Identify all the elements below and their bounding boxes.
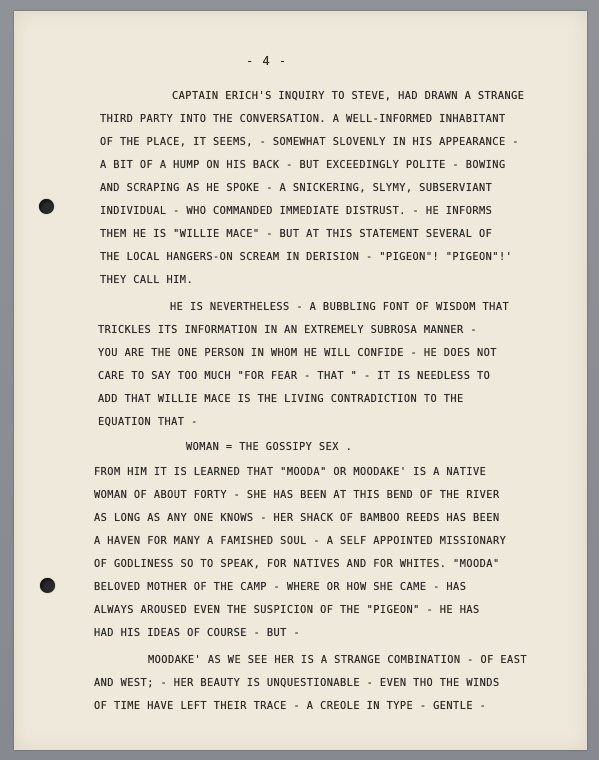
- text-line: THIRD PARTY INTO THE CONVERSATION. A WELL-INFORMED INHABITANT: [100, 113, 506, 125]
- text-line: OF THE PLACE, IT SEEMS, - SOMEWHAT SLOVENLY IN HIS APPEARANCE -: [100, 136, 519, 148]
- text-line: BELOVED MOTHER OF THE CAMP - WHERE OR HOW SHE CAME - HAS: [94, 581, 467, 593]
- text-line: THE LOCAL HANGERS-ON SCREAM IN DERISION - "PIGEON"! "PIGEON"!': [100, 251, 513, 263]
- text-line: AS LONG AS ANY ONE KNOWS - HER SHACK OF BAMBOO REEDS HAS BEEN: [94, 512, 500, 524]
- page-number: - 4 -: [246, 54, 288, 68]
- text-line: HE IS NEVERTHELESS - A BUBBLING FONT OF WISDOM THAT: [170, 301, 510, 313]
- binder-hole-top: [39, 199, 54, 214]
- text-line: AND WEST; - HER BEAUTY IS UNQUESTIONABLE - EVEN THO THE WINDS: [94, 677, 500, 689]
- equation-line: WOMAN = THE GOSSIPY SEX .: [186, 441, 353, 453]
- text-line: THEY CALL HIM.: [100, 274, 194, 286]
- text-line: A BIT OF A HUMP ON HIS BACK - BUT EXCEEDINGLY POLITE - BOWING: [100, 159, 506, 171]
- text-line: MOODAKE' AS WE SEE HER IS A STRANGE COMBINATION - OF EAST: [148, 654, 528, 666]
- text-line: ALWAYS AROUSED EVEN THE SUSPICION OF THE "PIGEON" - HE HAS: [94, 604, 480, 616]
- binder-hole-bottom: [40, 578, 55, 593]
- text-line: OF TIME HAVE LEFT THEIR TRACE - A CREOLE IN TYPE - GENTLE -: [94, 700, 487, 712]
- text-line: CAPTAIN ERICH'S INQUIRY TO STEVE, HAD DRAWN A STRANGE: [172, 90, 525, 102]
- text-line: HAD HIS IDEAS OF COURSE - BUT -: [94, 627, 301, 639]
- text-line: EQUATION THAT -: [98, 416, 198, 428]
- text-line: ADD THAT WILLIE MACE IS THE LIVING CONTRADICTION TO THE: [98, 393, 464, 405]
- text-line: AND SCRAPING AS HE SPOKE - A SNICKERING, SLYMY, SUBSERVIANT: [100, 182, 493, 194]
- text-line: CARE TO SAY TOO MUCH "FOR FEAR - THAT " - IT IS NEEDLESS TO: [98, 370, 491, 382]
- text-line: FROM HIM IT IS LEARNED THAT "MOODA" OR MOODAKE' IS A NATIVE: [94, 466, 487, 478]
- text-line: INDIVIDUAL - WHO COMMANDED IMMEDIATE DISTRUST. - HE INFORMS: [100, 205, 493, 217]
- text-line: WOMAN OF ABOUT FORTY - SHE HAS BEEN AT THIS BEND OF THE RIVER: [94, 489, 500, 501]
- text-line: THEM HE IS "WILLIE MACE" - BUT AT THIS STATEMENT SEVERAL OF: [100, 228, 493, 240]
- typewritten-page: [14, 11, 587, 750]
- text-line: YOU ARE THE ONE PERSON IN WHOM HE WILL CONFIDE - HE DOES NOT: [98, 347, 497, 359]
- text-line: A HAVEN FOR MANY A FAMISHED SOUL - A SELF APPOINTED MISSIONARY: [94, 535, 507, 547]
- text-line: OF GODLINESS SO TO SPEAK, FOR NATIVES AND FOR WHITES. "MOODA": [94, 558, 500, 570]
- text-line: TRICKLES ITS INFORMATION IN AN EXTREMELY SUBROSA MANNER -: [98, 324, 478, 336]
